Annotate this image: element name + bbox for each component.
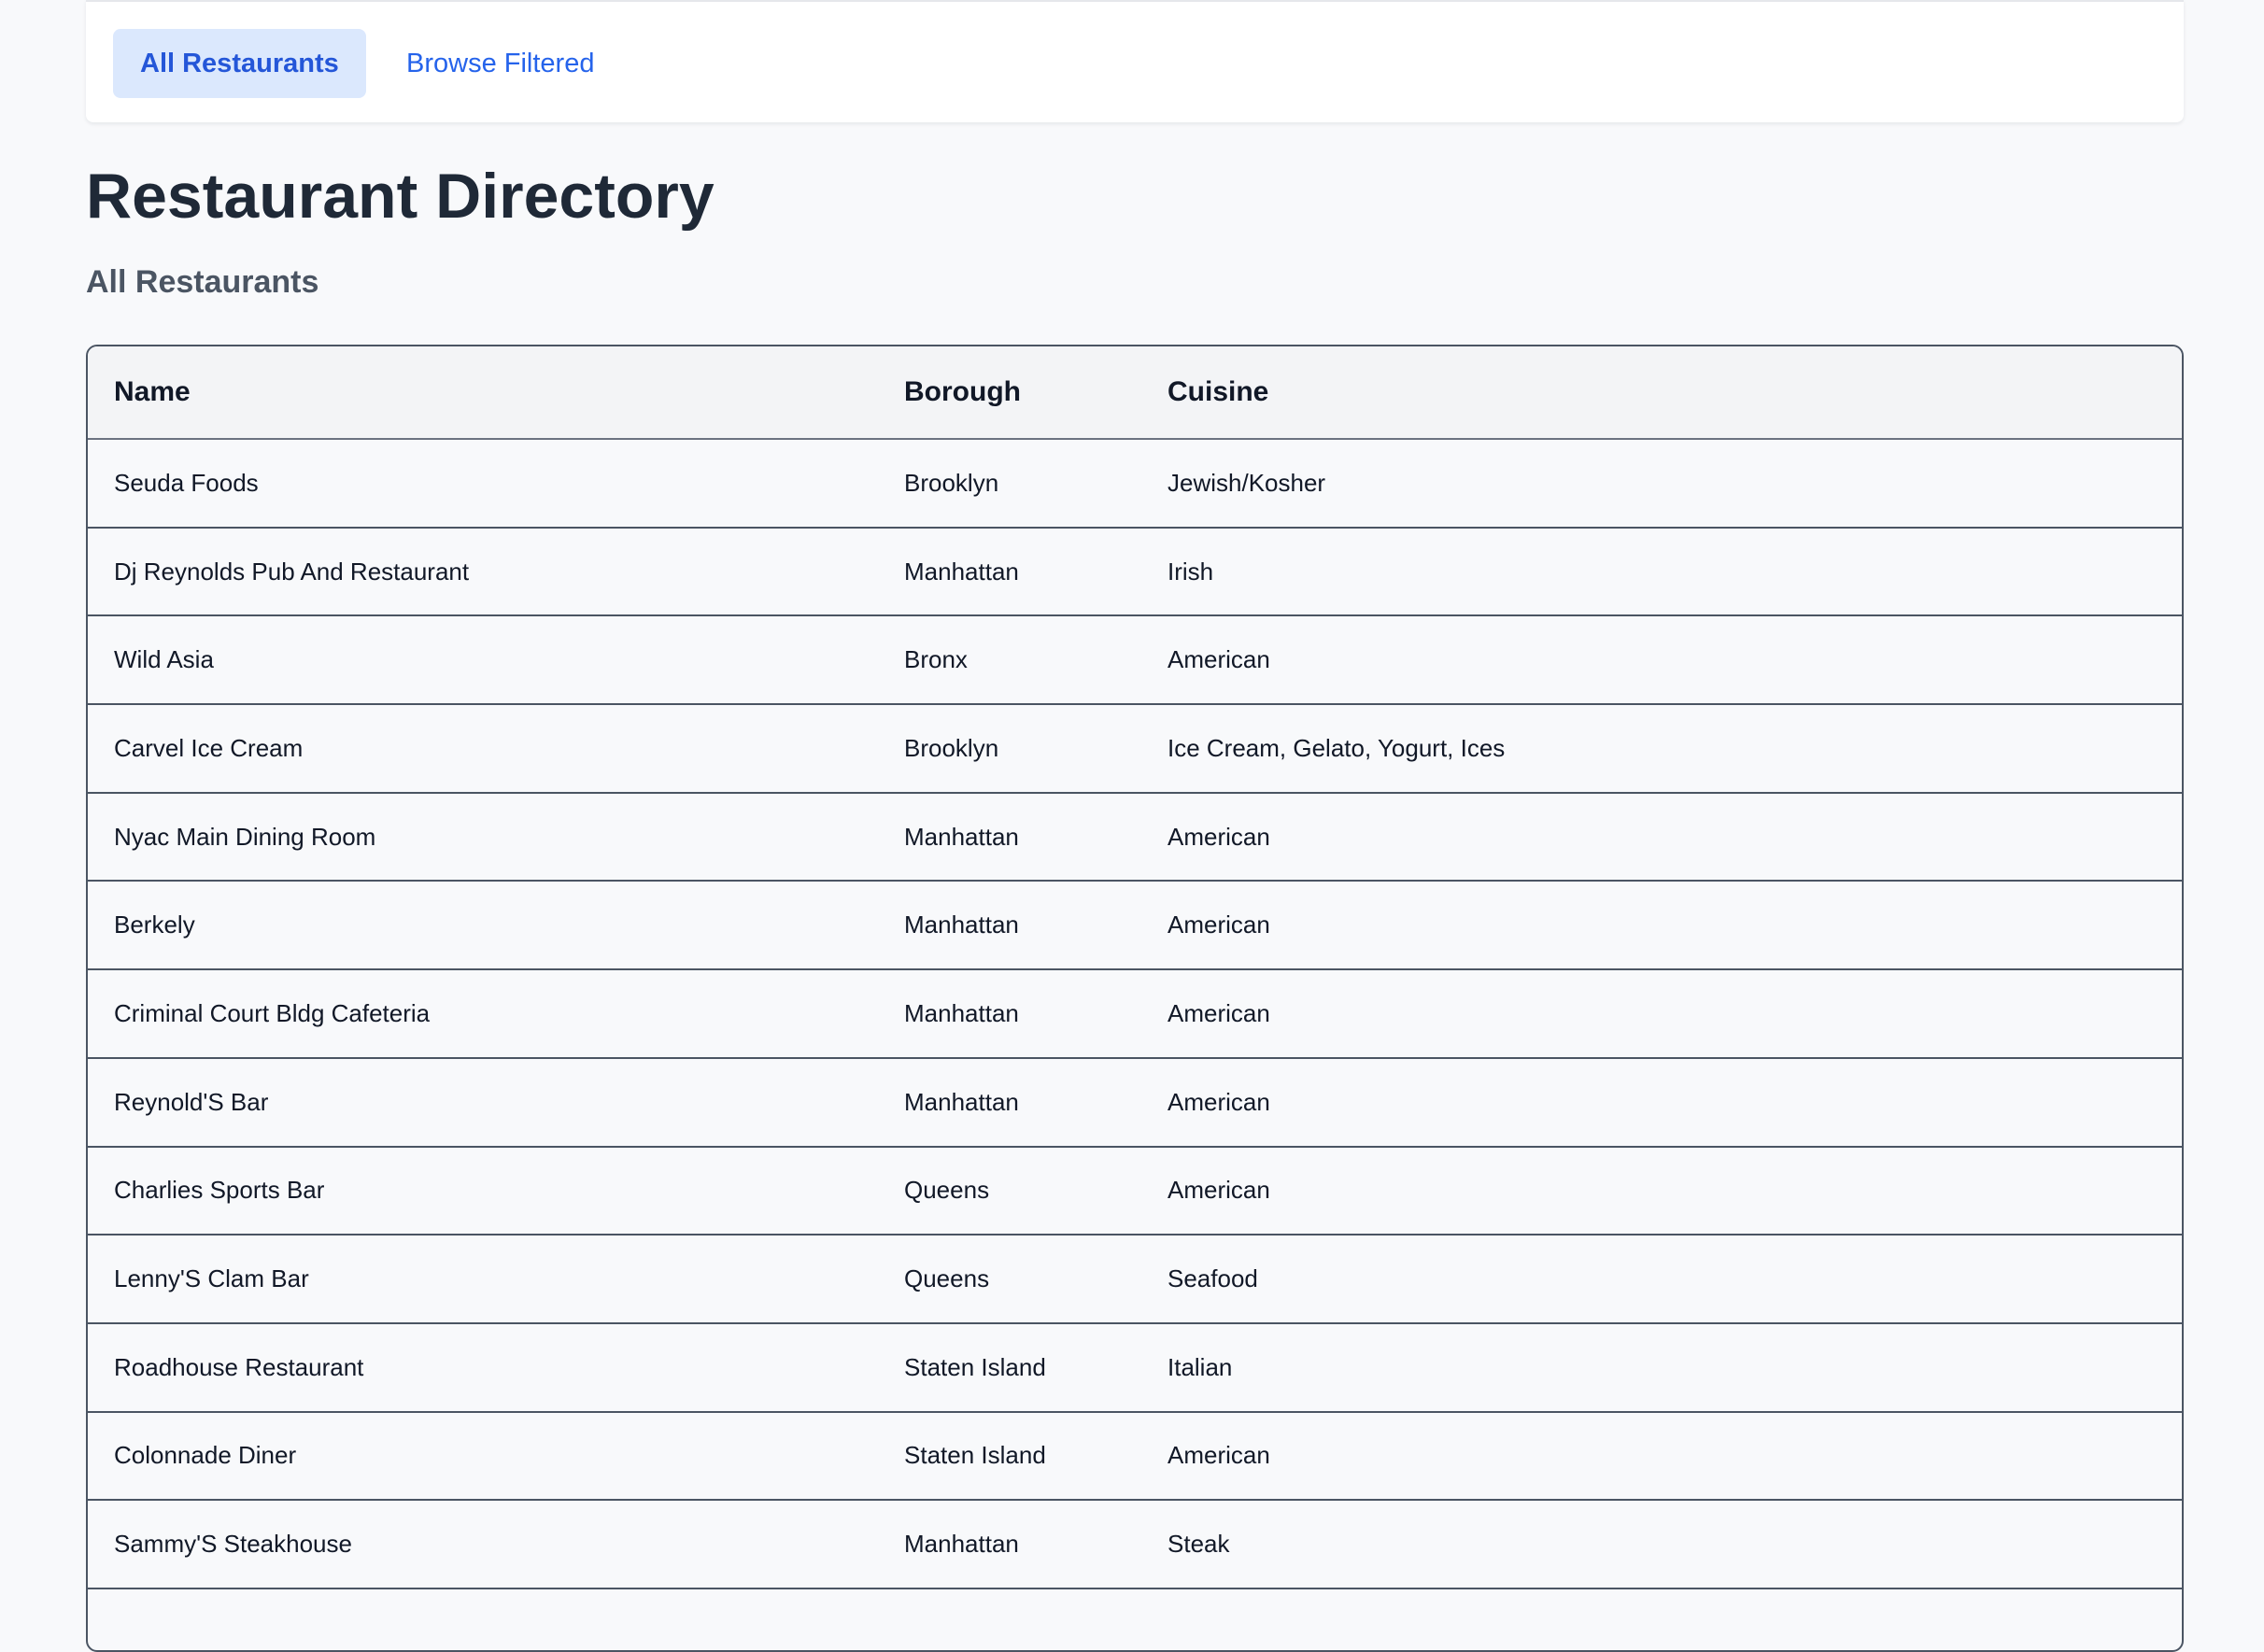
column-header-name: Name [88, 346, 878, 439]
table-row[interactable] [88, 615, 2182, 704]
cell-name: Roadhouse Restaurant [88, 1323, 878, 1412]
cell-name: Reynold'S Bar [88, 1058, 878, 1147]
cell-name: Sammy'S Steakhouse [88, 1500, 878, 1588]
cell-name: Carvel Ice Cream [88, 704, 878, 793]
cell-cuisine: Italian [1141, 1323, 2182, 1412]
table-row[interactable] [88, 793, 2182, 882]
table-row[interactable] [88, 1323, 2182, 1412]
column-header-cuisine: Cuisine [1141, 346, 2182, 439]
table-body [88, 439, 2182, 1588]
cell-borough: Manhattan [878, 881, 1141, 969]
page-title: Restaurant Directory [86, 161, 715, 232]
cell-borough: Manhattan [878, 969, 1141, 1058]
cell-borough: Bronx [878, 615, 1141, 704]
tab-browse-filtered[interactable]: Browse Filtered [406, 49, 595, 78]
cell-borough: Brooklyn [878, 439, 1141, 528]
cell-borough: Queens [878, 1147, 1141, 1235]
cell-borough: Manhattan [878, 1058, 1141, 1147]
restaurants-table [86, 345, 2184, 1652]
cell-cuisine: American [1141, 969, 2182, 1058]
cell-cuisine: Steak [1141, 1500, 2182, 1588]
cell-cuisine: American [1141, 1147, 2182, 1235]
table-row[interactable] [88, 704, 2182, 793]
table-row[interactable] [88, 1058, 2182, 1147]
cell-borough: Queens [878, 1235, 1141, 1323]
cell-name: Wild Asia [88, 615, 878, 704]
tab-all-restaurants[interactable]: All Restaurants [113, 29, 366, 98]
cell-cuisine: American [1141, 881, 2182, 969]
table-row[interactable] [88, 969, 2182, 1058]
table-row[interactable] [88, 1412, 2182, 1501]
cell-borough: Manhattan [878, 528, 1141, 616]
cell-name: Lenny'S Clam Bar [88, 1235, 878, 1323]
table-row[interactable] [88, 1500, 2182, 1588]
cell-cuisine: American [1141, 1412, 2182, 1501]
cell-borough: Manhattan [878, 793, 1141, 882]
table-row[interactable] [88, 439, 2182, 528]
cell-borough: Staten Island [878, 1412, 1141, 1501]
cell-cuisine: Jewish/Kosher [1141, 439, 2182, 528]
top-nav [86, 0, 2184, 122]
cell-borough: Brooklyn [878, 704, 1141, 793]
cell-name: Colonnade Diner [88, 1412, 878, 1501]
cell-cuisine: American [1141, 615, 2182, 704]
cell-name: Charlies Sports Bar [88, 1147, 878, 1235]
cell-cuisine: Ice Cream, Gelato, Yogurt, Ices [1141, 704, 2182, 793]
cell-name: Berkely [88, 881, 878, 969]
cell-name: Dj Reynolds Pub And Restaurant [88, 528, 878, 616]
cell-borough: Manhattan [878, 1500, 1141, 1588]
table-header-row [88, 346, 2182, 439]
table-row[interactable] [88, 528, 2182, 616]
cell-cuisine: Irish [1141, 528, 2182, 616]
cell-cuisine: Seafood [1141, 1235, 2182, 1323]
cell-name: Criminal Court Bldg Cafeteria [88, 969, 878, 1058]
cell-cuisine: American [1141, 793, 2182, 882]
cell-cuisine: American [1141, 1058, 2182, 1147]
column-header-borough: Borough [878, 346, 1141, 439]
cell-name: Seuda Foods [88, 439, 878, 528]
table-row[interactable] [88, 1235, 2182, 1323]
cell-borough: Staten Island [878, 1323, 1141, 1412]
table-row[interactable] [88, 881, 2182, 969]
page-subtitle: All Restaurants [86, 264, 319, 300]
table-row[interactable] [88, 1147, 2182, 1235]
cell-name: Nyac Main Dining Room [88, 793, 878, 882]
